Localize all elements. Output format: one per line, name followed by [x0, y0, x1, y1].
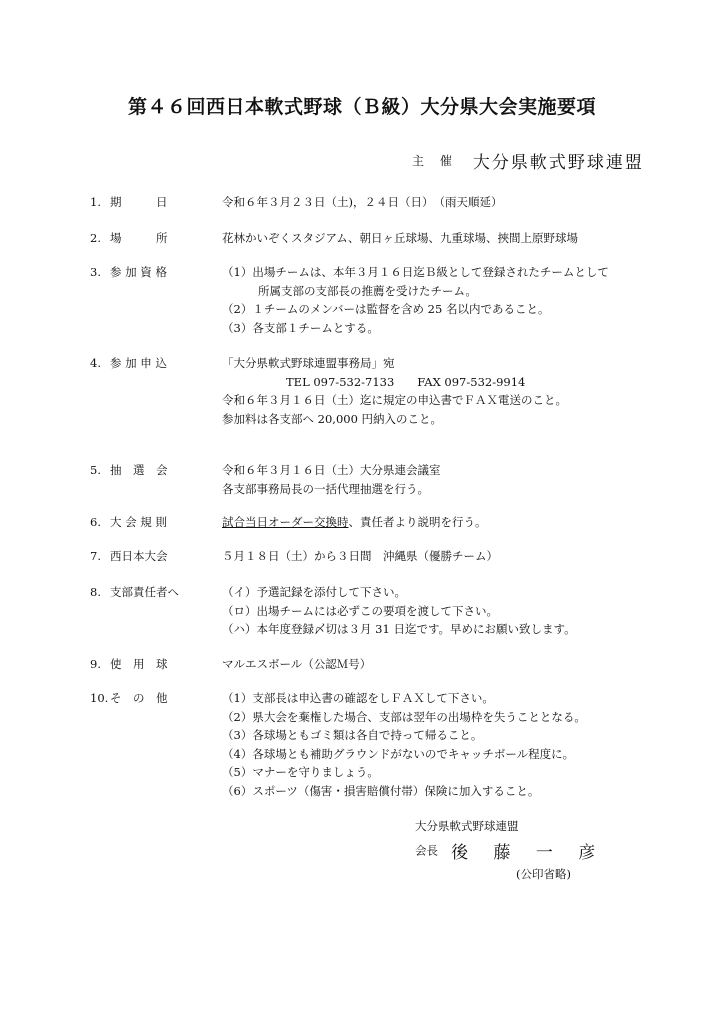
section-label: そ の 他 — [110, 691, 168, 705]
section-line: 令和６年３月２３日（土)，２４日（日） （雨天順延） — [222, 195, 503, 209]
section-line: 令和６年３月１６日（土）大分県連会議室 — [222, 463, 441, 477]
section-line: （2）県大会を棄権した場合、支部は翌年の出場枠を失うこととなる。 — [222, 709, 586, 724]
section-line: 所属支部の支部長の推薦を受けたチーム。 — [258, 283, 477, 298]
section-line: （4）各球場とも補助グラウンドがないのでキャッチボール程度に。 — [222, 746, 575, 761]
section-label: 場 所 — [110, 231, 168, 245]
section-label: 西日本大会 — [110, 549, 168, 563]
section-label: 期 日 — [110, 195, 168, 209]
section-line: （6）スポーツ（傷害・損害賠償付帯）保険に加入すること。 — [222, 783, 540, 798]
section-line: 花林かいぞくスタジアム、朝日ヶ丘球場、九重球場、挾間上原野球場 — [222, 231, 579, 245]
section-number: 1. — [90, 195, 101, 209]
section-line: 参加料は各支部へ 20,000 円納入のこと。 — [222, 411, 443, 426]
signature-line — [415, 838, 605, 863]
section-line: 令和６年３月１６日（土）迄に規定の申込書でＦＡＸ電送のこと。 — [222, 393, 567, 407]
section-number: 8. — [90, 585, 101, 599]
section-line: （1）支部長は申込書の確認をしＦＡＸして下さい。 — [222, 691, 494, 705]
section-number: 10. — [90, 691, 109, 705]
section-line: （ロ）出場チームには必ずこの要項を渡して下さい。 — [222, 603, 498, 618]
section-line: 「大分県軟式野球連盟事務局」宛 — [222, 356, 395, 370]
seal-note: (公印省略) — [516, 867, 571, 881]
rules-text: 、責任者より説明を行う。 — [348, 515, 487, 529]
section-line: （3）各支部１チームとする。 — [222, 320, 379, 335]
organizer-label: 主 催 — [412, 154, 458, 168]
section-line: ５月１８日（土）から３日間 沖縄県（優勝チーム） — [222, 549, 498, 563]
section-line: （5）マナーを守りましょう。 — [222, 765, 379, 779]
section-line: マルエスボール（公認Ｍ号） — [222, 657, 372, 671]
section-line: （イ）予選記録を添付して下さい。 — [222, 585, 406, 599]
section-number: 6. — [90, 515, 101, 529]
organizer-name: 大分県軟式野球連盟 — [472, 153, 644, 173]
document-title: 第４６回西日本軟式野球（Ｂ級）大分県大会実施要項 — [127, 96, 596, 118]
section-number: 3. — [90, 265, 101, 279]
section-number: 2. — [90, 231, 101, 245]
section-label: 使 用 球 — [110, 657, 168, 671]
contact-line: TEL 097-532-7133 FAX 097-532-9914 — [286, 374, 526, 389]
section-label: 大 会 規 則 — [110, 515, 167, 529]
section-number: 4. — [90, 356, 101, 370]
section-label: 支部責任者へ — [110, 585, 179, 599]
section-label: 参 加 申 込 — [110, 356, 167, 370]
signature-name: 後 藤 一 彦 — [451, 843, 606, 863]
signature-org: 大分県軟式野球連盟 — [415, 819, 519, 833]
section-number: 5. — [90, 463, 101, 477]
section-label: 参 加 資 格 — [110, 265, 167, 279]
section-line: 各支部事務局長の一括代理抽選を行う。 — [222, 481, 429, 496]
section-line: （ハ）本年度登録〆切は３月 31 日迄です。早めにお願い致します。 — [222, 622, 576, 636]
signature-role: 会長 — [415, 843, 438, 858]
section-label: 抽 選 会 — [110, 463, 168, 477]
section-line: （2）１チームのメンバーは監督を含め 25 名以内であること。 — [222, 302, 550, 316]
section-number: 7. — [90, 549, 101, 563]
section-line — [222, 513, 672, 532]
section-number: 9. — [90, 657, 101, 671]
section-line: （3）各球場ともゴミ類は各自で持って帰ること。 — [222, 728, 483, 742]
underlined-text: 試合当日オーダー交換時 — [222, 515, 349, 529]
organizer-line — [412, 148, 644, 173]
section-line: （1）出場チームは、本年３月１６日迄Ｂ級として登録されたチームとして — [222, 265, 609, 279]
